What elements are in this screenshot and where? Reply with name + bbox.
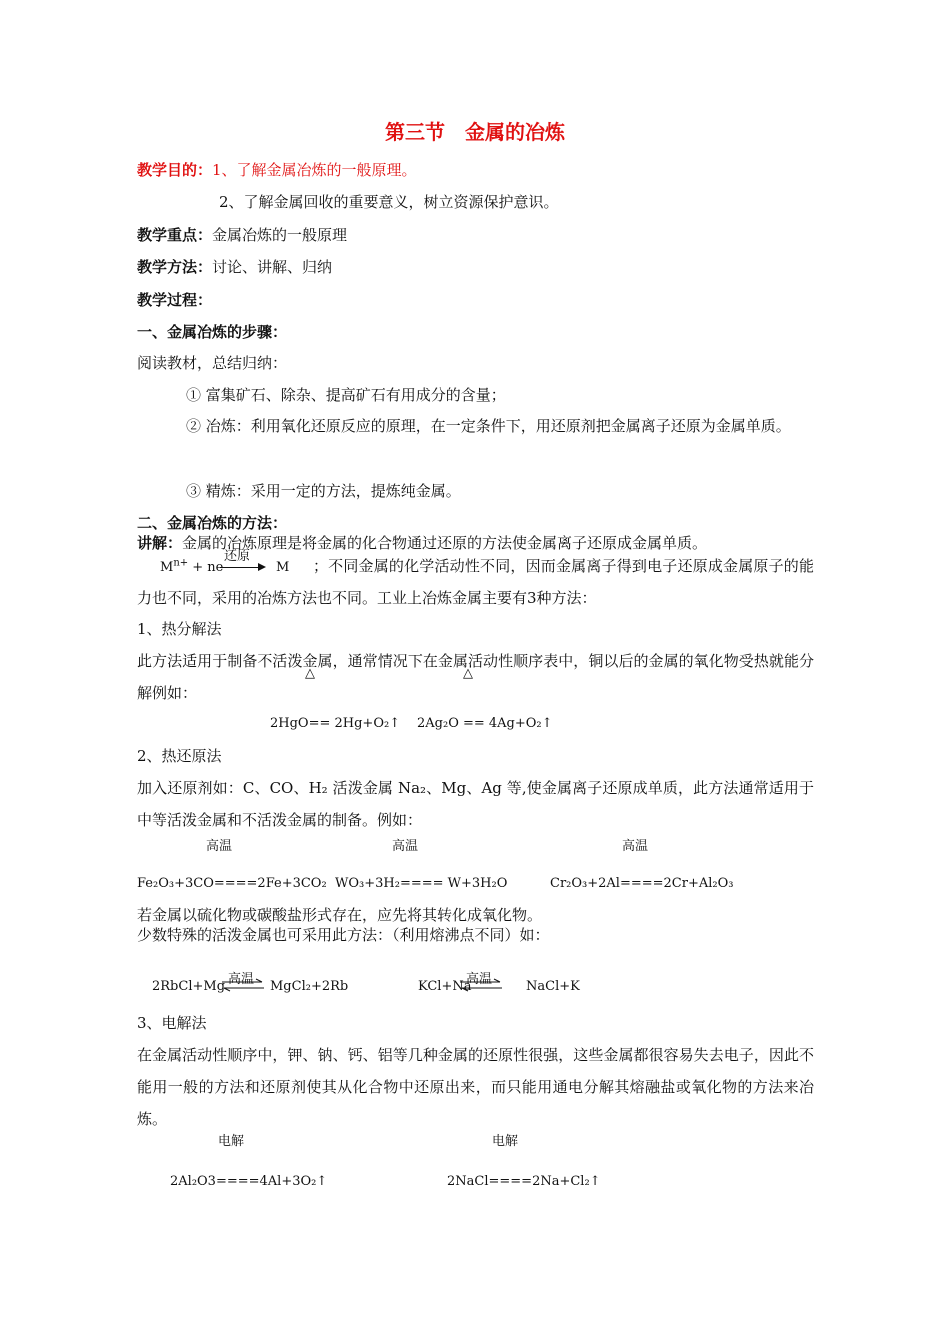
method3-cond-2: 电解 <box>492 1134 519 1149</box>
section1-step1: ① 富集矿石、除杂、提高矿石有用成分的含量； <box>186 386 506 404</box>
reduction-eq-right: M <box>276 560 290 575</box>
method2-eq2: WO₃+3H₂==== W+3H₂O <box>335 876 508 891</box>
equilibrium-arrow-1 <box>220 978 266 992</box>
method2-eq1: Fe₂O₃+3CO====2Fe+3CO₂ <box>137 876 327 891</box>
explain-label: 讲解： <box>137 534 183 552</box>
heat-symbol-2: △ <box>463 666 473 681</box>
method-text: 讨论、讲解、归纳 <box>212 258 333 276</box>
section2-heading: 二、金属冶炼的方法： <box>137 514 288 532</box>
section1-intro: 阅读教材，总结归纳： <box>137 354 288 372</box>
explain-text: 金属的冶炼原理是将金属的化合物通过还原的方法使金属离子还原成金属单质。 <box>182 534 708 552</box>
method2-eq5-right: NaCl+K <box>526 979 580 994</box>
process-label: 教学过程： <box>137 291 213 309</box>
section1-heading: 一、金属冶炼的步骤： <box>137 323 288 341</box>
method3-text: 在金属活动性顺序中，钾、钠、钙、铝等几种金属的还原性很强，这些金属都很容易失去电子，因此不能用一般的方法和还原剂使其从化合物中还原出来，而只能用通电分解其熔融盐或氧化物的方法来冶炼。 <box>137 1046 814 1128</box>
method3-eq1: 2Al₂O3====4Al+3O₂↑ <box>170 1174 328 1189</box>
reduction-condition: 还原 <box>224 549 251 564</box>
section1-step3: ③ 精炼：采用一定的方法，提炼纯金属。 <box>186 482 461 500</box>
eq-electrons: + ne <box>188 560 224 575</box>
objective-item-2: 2、了解金属回收的重要意义，树立资源保护意识。 <box>219 193 559 211</box>
method2-eq4-right: MgCl₂+2Rb <box>270 979 349 994</box>
key-point-label: 教学重点： <box>137 226 213 244</box>
method3-eq2: 2NaCl====2Na+Cl₂↑ <box>447 1174 601 1189</box>
method2-eq3: Cr₂O₃+2Al====2Cr+Al₂O₃ <box>550 876 734 891</box>
method1-eq2: 2Ag₂O == 4Ag+O₂↑ <box>417 716 553 731</box>
method2-note1: 若金属以硫化物或碳酸盐形式存在，应先将其转化成氧化物。 <box>137 906 543 924</box>
objectives-line <box>137 160 417 180</box>
method3-cond-1: 电解 <box>218 1134 245 1149</box>
eq-ion: M <box>160 560 174 575</box>
method2-eq4-left: 2RbCl+Mg <box>152 979 226 994</box>
method-line <box>137 257 332 277</box>
method2-eq5-cond: 高温 <box>466 972 493 987</box>
key-point-line <box>137 225 347 245</box>
method1-heading: 1、热分解法 <box>137 620 222 638</box>
method2-text: 加入还原剂如：C、CO、H₂ 活泼金属 Na₂、Mg、Ag 等,使金属离子还原成单质，此方法通常适用于中等活泼金属和不活泼金属的制备。例如： <box>137 779 814 829</box>
objectives-label: 教学目的： <box>137 161 213 179</box>
method2-note2: 少数特殊的活泼金属也可采用此方法：（利用熔沸点不同）如： <box>137 926 550 944</box>
method2-cond-2: 高温 <box>392 839 419 854</box>
eq-charge: n+ <box>173 557 189 569</box>
method1-eq1: 2HgO== 2Hg+O₂↑ <box>270 716 401 731</box>
method2-eq4-cond: 高温 <box>228 972 255 987</box>
page-title: 第三节 金属的冶炼 <box>385 120 565 144</box>
method2-cond-1: 高温 <box>206 839 233 854</box>
equilibrium-arrow-2 <box>458 978 504 992</box>
method1-text: 此方法适用于制备不活泼金属，通常情况下在金属活动性顺序表中，铜以后的金属的氧化物受热就能分解例如： <box>137 652 814 702</box>
key-point-text: 金属冶炼的一般原理 <box>212 226 348 244</box>
method2-eq5-left: KCl+Na <box>418 979 472 994</box>
method2-cond-3: 高温 <box>622 839 649 854</box>
method3-heading: 3、电解法 <box>137 1014 207 1032</box>
section1-step2: ② 冶炼：利用氧化还原反应的原理，在一定条件下，用还原剂把金属离子还原为金属单质。 <box>186 417 791 435</box>
objective-item-1: 1、了解金属冶炼的一般原理。 <box>212 161 417 179</box>
heat-symbol-1: △ <box>305 666 315 681</box>
method-label: 教学方法： <box>137 258 213 276</box>
reduction-explanation: ；不同金属的化学活动性不同，因而金属离子得到电子还原成金属原子的能力也不同，采用的冶炼方法也不同。工业上冶炼金属主要有3种方法： <box>137 557 814 607</box>
method2-heading: 2、热还原法 <box>137 747 222 765</box>
